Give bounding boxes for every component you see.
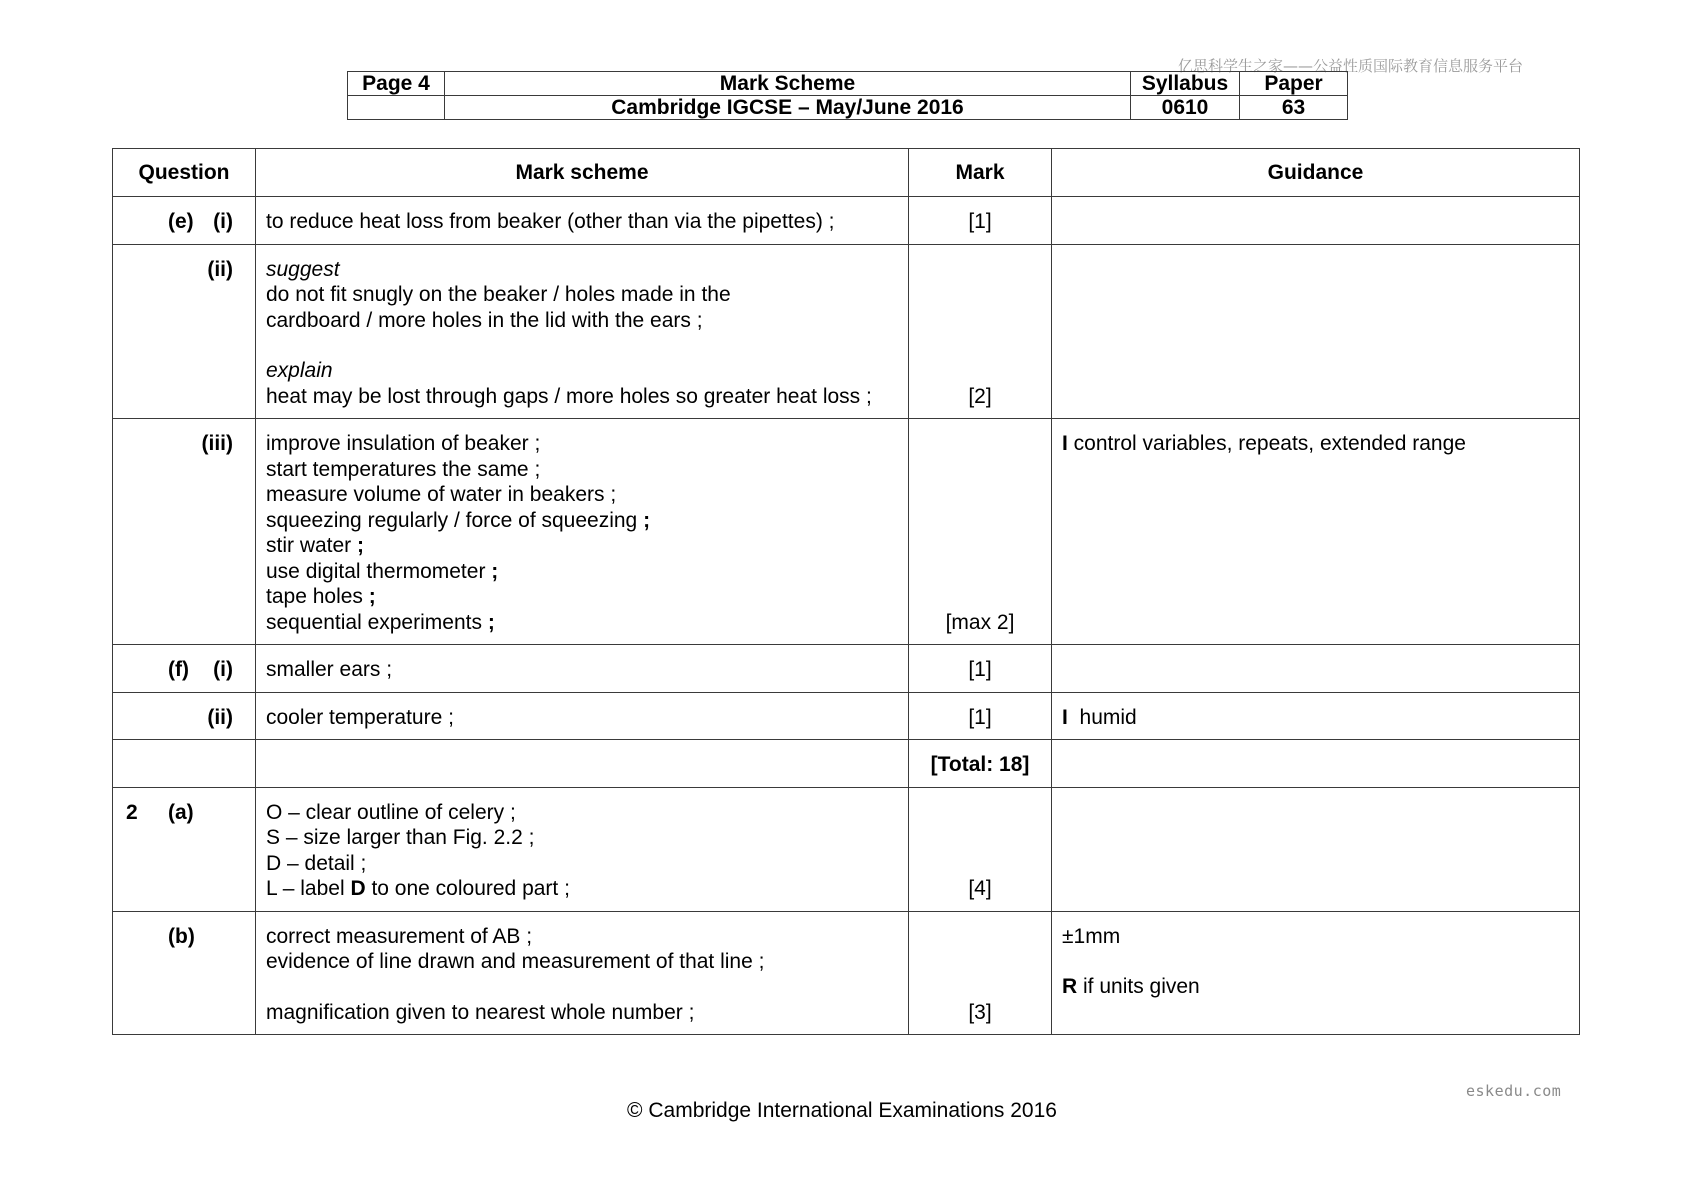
answer-line xyxy=(266,533,898,559)
mark-scheme-text: smaller ears ; xyxy=(256,645,909,693)
separator: ; xyxy=(643,508,651,532)
question-cell xyxy=(113,740,256,788)
mark-scheme-cell xyxy=(256,244,909,419)
separator: ; xyxy=(487,610,495,634)
guidance-text: if units given xyxy=(1077,975,1200,998)
question-subpart: (ii) xyxy=(207,257,233,281)
answer-text: sequential experiments xyxy=(266,610,482,634)
explain-label: explain xyxy=(266,359,333,382)
table-row xyxy=(113,692,1580,740)
answer-line xyxy=(266,508,898,534)
question-part: (e) xyxy=(168,210,194,233)
question-cell xyxy=(113,244,256,419)
reject-marker: R xyxy=(1062,975,1078,998)
answer-line xyxy=(266,584,898,610)
answer-line: cardboard / more holes in the lid with the ears ; xyxy=(266,308,703,332)
ignore-marker: I xyxy=(1062,432,1068,455)
copyright-footer: © Cambridge International Examinations 2016 xyxy=(627,1099,1057,1122)
guidance-cell xyxy=(1052,419,1580,645)
question-part: (b) xyxy=(168,924,195,948)
mark-value: [max 2] xyxy=(909,419,1052,645)
column-headers xyxy=(113,149,1580,197)
question-header: Question xyxy=(113,149,256,197)
guidance-cell xyxy=(1052,692,1580,740)
answer-line: S – size larger than Fig. 2.2 ; xyxy=(266,826,535,849)
answer-line: improve insulation of beaker ; xyxy=(266,432,541,455)
total-row xyxy=(113,740,1580,788)
answer-line: D – detail ; xyxy=(266,851,367,875)
answer-line: measure volume of water in beakers ; xyxy=(266,483,617,506)
mark-value: [3] xyxy=(909,911,1052,1035)
paper-label: Paper xyxy=(1240,72,1348,96)
question-cell xyxy=(113,911,256,1035)
mark-header: Mark xyxy=(909,149,1052,197)
empty-cell xyxy=(348,96,445,120)
answer-line: correct measurement of AB ; xyxy=(266,924,533,948)
question-cell xyxy=(113,645,256,693)
page-label: Page 4 xyxy=(348,72,445,96)
mark-scheme-header: Mark scheme xyxy=(256,149,909,197)
answer-line xyxy=(266,610,898,636)
mark-value: [1] xyxy=(909,645,1052,693)
answer-line: do not fit snugly on the beaker / holes made in the xyxy=(266,283,731,306)
guidance-cell xyxy=(1052,244,1580,419)
mark-scheme-cell xyxy=(256,419,909,645)
mark-scheme-table xyxy=(112,148,1580,1035)
guidance-header: Guidance xyxy=(1052,149,1580,197)
answer-line xyxy=(266,559,898,585)
question-subpart: (i) xyxy=(213,210,233,233)
mark-scheme-cell xyxy=(256,911,909,1035)
question-cell xyxy=(113,197,256,245)
question-cell xyxy=(113,692,256,740)
guidance-cell xyxy=(1052,740,1580,788)
answer-text: L – label xyxy=(266,877,351,900)
guidance-cell xyxy=(1052,197,1580,245)
guidance-text: control variables, repeats, extended range xyxy=(1067,432,1466,455)
table-row xyxy=(113,244,1580,419)
guidance-cell xyxy=(1052,645,1580,693)
answer-line xyxy=(266,876,898,902)
answer-line: magnification given to nearest whole number ; xyxy=(266,1000,695,1024)
question-number: 2 xyxy=(126,800,138,824)
table-row xyxy=(113,419,1580,645)
document-title: Mark Scheme xyxy=(445,72,1131,96)
mark-value: [1] xyxy=(909,692,1052,740)
guidance-text: ±1mm xyxy=(1062,924,1121,948)
answer-line: start temperatures the same ; xyxy=(266,457,541,481)
answer-text: squeezing regularly / force of squeezing xyxy=(266,508,638,532)
answer-text: to one coloured part ; xyxy=(365,877,570,900)
question-part: (a) xyxy=(168,800,194,824)
syllabus-label: Syllabus xyxy=(1131,72,1240,96)
separator: ; xyxy=(357,534,365,557)
mark-scheme-text: to reduce heat loss from beaker (other than via the pipettes) ; xyxy=(256,197,909,245)
mark-scheme-text: cooler temperature ; xyxy=(256,692,909,740)
ignore-marker: I xyxy=(1062,705,1068,729)
question-part: (f) xyxy=(168,658,189,681)
total-mark: [Total: 18] xyxy=(909,740,1052,788)
document-subtitle: Cambridge IGCSE – May/June 2016 xyxy=(445,96,1131,120)
mark-value: [4] xyxy=(909,787,1052,911)
mark-value: [1] xyxy=(909,197,1052,245)
answer-line: evidence of line drawn and measurement of that line ; xyxy=(266,950,765,973)
guidance-cell xyxy=(1052,911,1580,1035)
label-letter: D xyxy=(350,877,366,900)
table-row xyxy=(113,197,1580,245)
watermark-bottom: eskedu.com xyxy=(1466,1082,1562,1100)
table-row xyxy=(113,645,1580,693)
separator: ; xyxy=(491,559,499,583)
syllabus-code: 0610 xyxy=(1131,96,1240,120)
question-cell xyxy=(113,787,256,911)
mark-scheme-cell xyxy=(256,740,909,788)
question-cell xyxy=(113,419,256,645)
question-subpart: (ii) xyxy=(207,705,233,729)
answer-text: stir water xyxy=(266,534,352,557)
answer-text: use digital thermometer xyxy=(266,559,486,583)
guidance-cell xyxy=(1052,787,1580,911)
header-table xyxy=(347,71,1348,120)
question-subpart: (i) xyxy=(213,658,233,681)
watermark-top: 亿思科学生之家——公益性质国际教育信息服务平台 xyxy=(1178,57,1524,75)
answer-line: O – clear outline of celery ; xyxy=(266,800,516,824)
mark-scheme-cell xyxy=(256,787,909,911)
question-subpart: (iii) xyxy=(201,432,233,455)
mark-value: [2] xyxy=(909,244,1052,419)
guidance-line xyxy=(1062,974,1569,1000)
answer-text: tape holes xyxy=(266,585,363,608)
table-row xyxy=(113,787,1580,911)
table-row xyxy=(113,911,1580,1035)
answer-line: heat may be lost through gaps / more holes so greater heat loss ; xyxy=(266,384,872,408)
suggest-label: suggest xyxy=(266,257,340,281)
guidance-text: humid xyxy=(1067,705,1137,729)
separator: ; xyxy=(368,585,376,608)
paper-number: 63 xyxy=(1240,96,1348,120)
